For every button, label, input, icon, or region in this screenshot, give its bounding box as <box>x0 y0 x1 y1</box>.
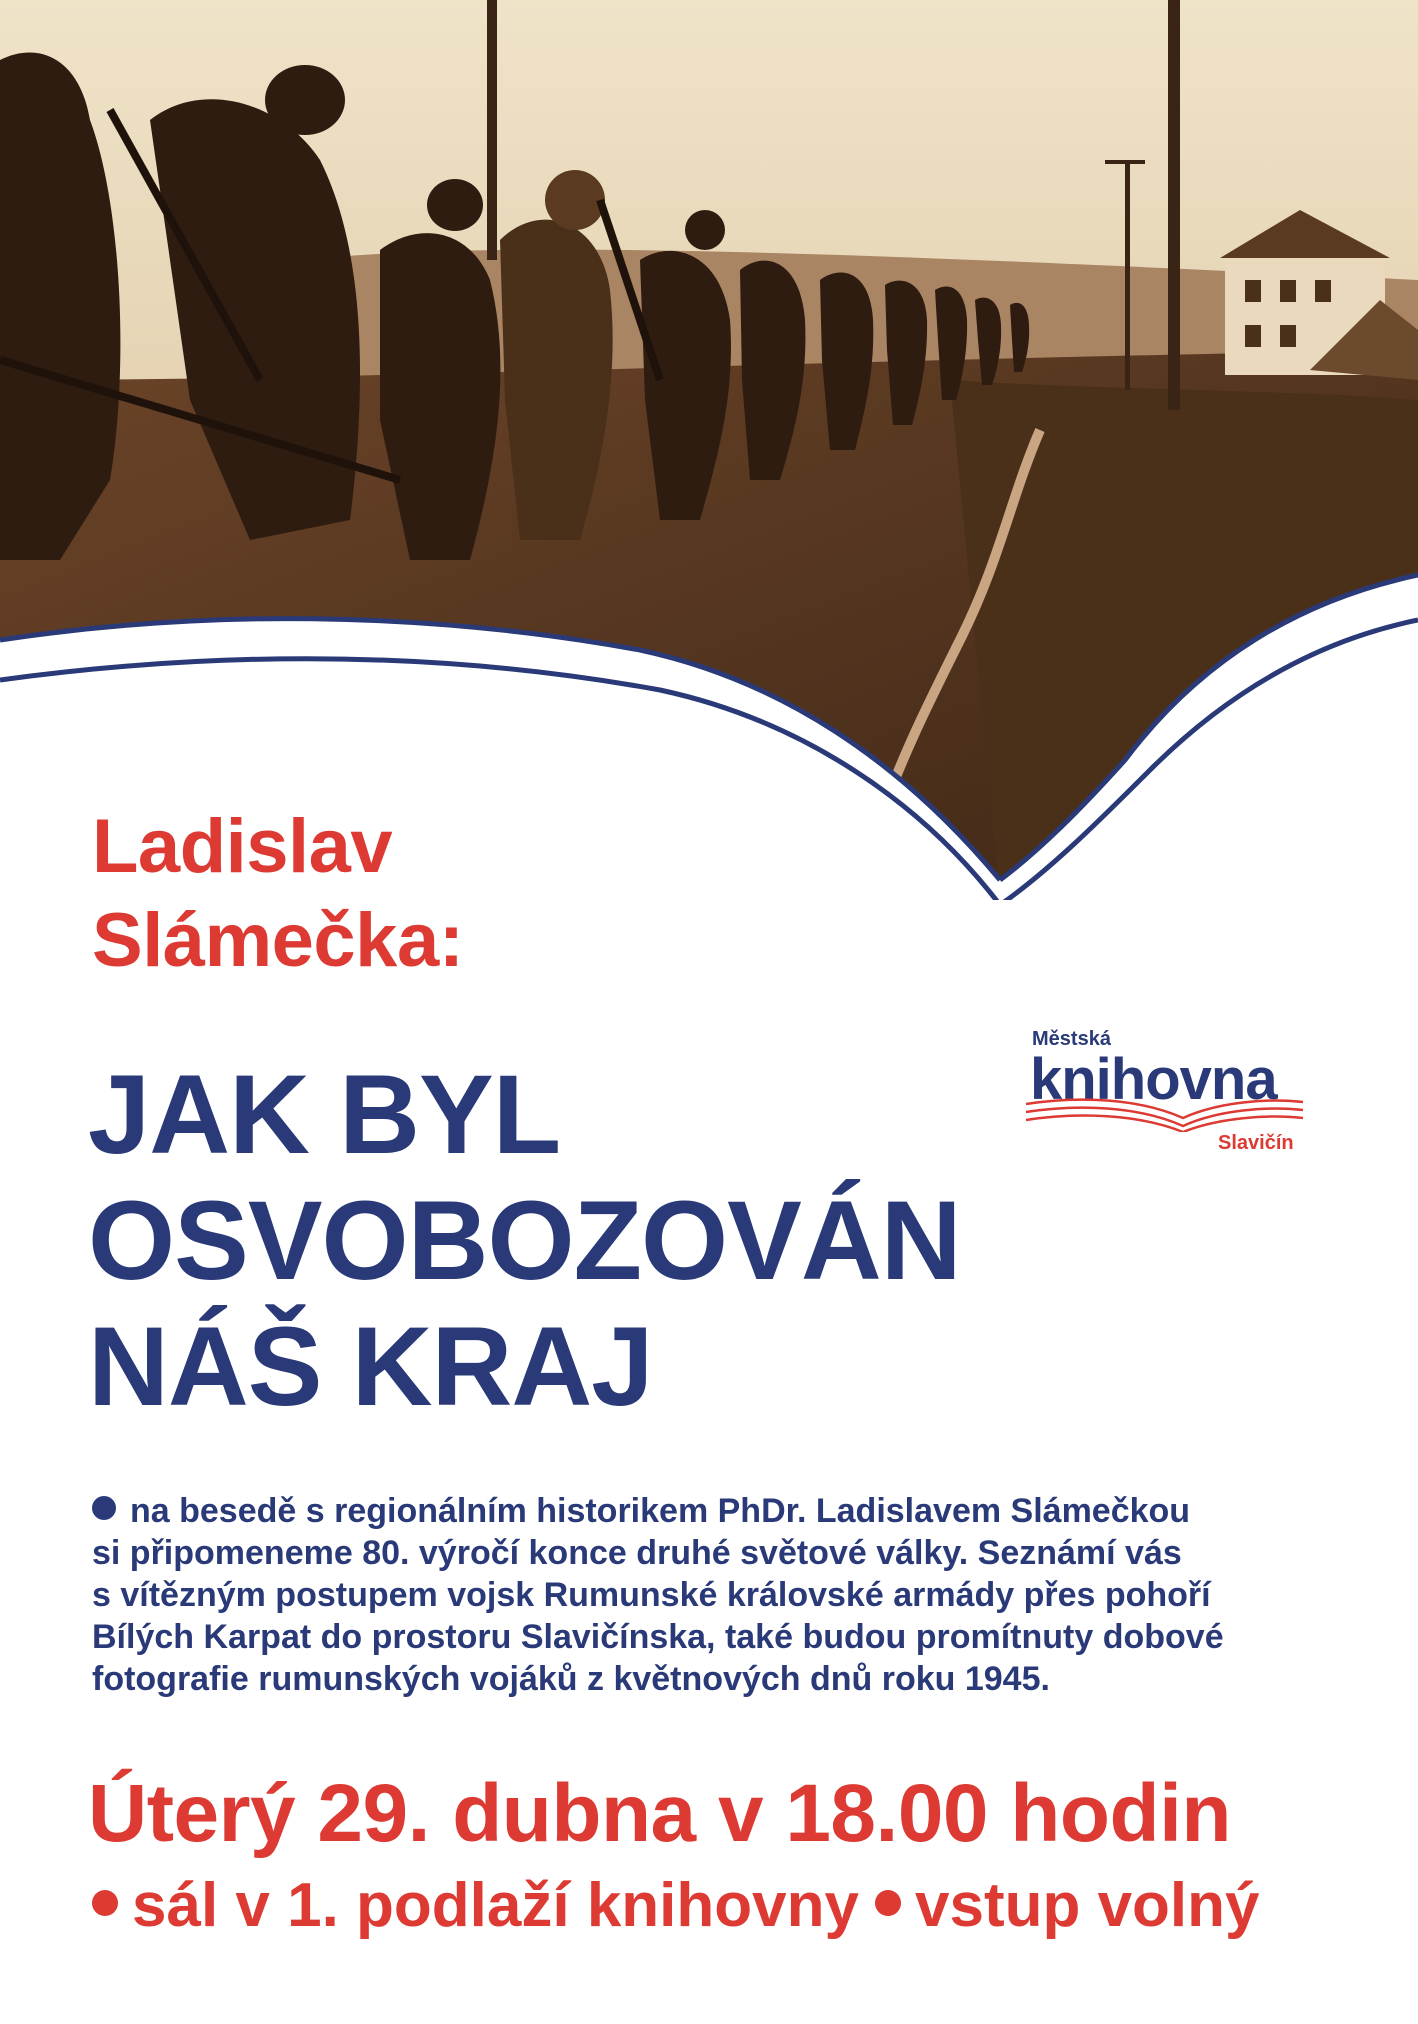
event-description <box>92 1490 1332 1700</box>
event-title <box>88 1052 961 1430</box>
bullet-icon <box>875 1890 901 1916</box>
speaker-last-name: Slámečka: <box>92 898 464 983</box>
desc-line-text: na besedě s regionálním historikem PhDr. Ladislavem Slámečkou <box>130 1492 1191 1530</box>
historic-photo <box>0 0 1418 900</box>
logo-city-text: Slavičín <box>1218 1132 1294 1154</box>
desc-line <box>92 1490 1332 1532</box>
event-datetime: Úterý 29. dubna v 18.00 hodin <box>88 1768 1231 1859</box>
desc-line: Bílých Karpat do prostoru Slavičínska, také budou promítnuty dobové <box>92 1618 1224 1656</box>
title-line-3: NÁŠ KRAJ <box>88 1304 653 1429</box>
title-line-1: JAK BYL <box>88 1052 561 1177</box>
logo-top-text: Městská <box>1032 1028 1111 1050</box>
bullet-icon <box>92 1496 116 1520</box>
event-entry: vstup volný <box>915 1871 1260 1940</box>
logo-main-text: knihovna <box>1030 1047 1277 1112</box>
speaker-first-name: Ladislav <box>92 804 393 889</box>
speaker-name <box>92 800 464 988</box>
event-venue-line <box>92 1868 1260 1944</box>
title-line-2: OSVOBOZOVÁN <box>88 1178 961 1303</box>
historic-photo-soldiers-marching <box>0 0 1418 900</box>
desc-line: fotografie rumunských vojáků z květnových dnů roku 1945. <box>92 1660 1050 1698</box>
book-lines-icon <box>1018 1092 1308 1132</box>
desc-line: s vítězným postupem vojsk Rumunské královské armády přes pohoří <box>92 1576 1211 1614</box>
event-venue: sál v 1. podlaží knihovny <box>132 1871 859 1940</box>
bullet-icon <box>92 1890 118 1916</box>
desc-line: si připomeneme 80. výročí konce druhé světové války. Seznámí vás <box>92 1534 1182 1572</box>
library-logo <box>1012 1020 1312 1160</box>
